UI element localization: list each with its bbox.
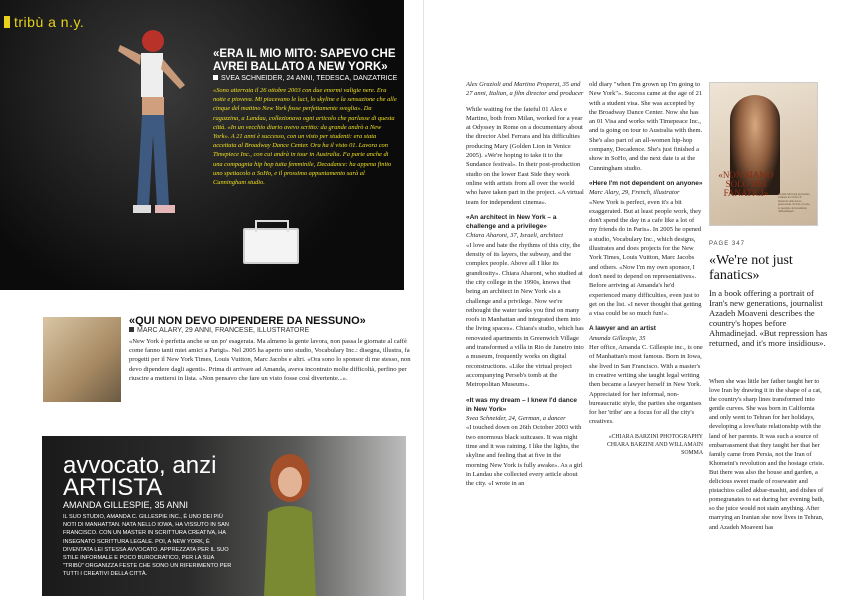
bullet-square-icon: [213, 75, 218, 80]
middle-article-title: «QUI NON DEVO DIPENDERE DA NESSUNO»: [129, 315, 366, 327]
right-article-body: When she was little her father taught her to love Iran by drawing it in the shape of a cat, the country's sharp lines transformed into gentle curves. She was born in California and only went to Tehran for her holidays, developing a love/hate relationship with the land of her parents. It was such a source of embarrassment that they taught her that her family came from Persia, not the Iran of Khomeini's revolution and the hostage crisis. But there was also the house and garden, a delicious sweet made of rosewater and pistachios called akbar-mashti, and dishes of pomegranates to eat during her evening bath, so the juice would not stain anything. After marrying an Iranian she now lives in Tehran, and Azadeh Moaveni has: [709, 378, 825, 531]
middle-byline-text: MARC ALARY, 29 ANNI, FRANCESE, ILLUSTRATORE: [137, 327, 310, 334]
col2-heading: «Here I'm not dependent on anyone»: [589, 179, 703, 187]
tag-square-icon: [4, 16, 10, 28]
col2-block: old diary "when I'm grown up I'm going to New York"». Success came at the age of 21 with a student visa. She was accepted by the Broadway Dance Center. Now she has an 01 Visa and works with Timepeace Inc., and is going on tour to Australia with them. She's also part of an all-women hip-hop company, Decadence. She's just finished a show in SoHo, and the next date is at the Cunningham studio.: [589, 81, 703, 172]
top-article-body: «Sono atterrata il 26 ottobre 2003 con due enormi valigie nere. Era notte e pioveva. Mi piacevano le luci, lo skyline e la sensazione che alle cinque del mattino New York fosse perfettamente sveglia». Da ragazzina, a Landau, collezionava ogni articolo che parlasse di questa città. «In un vecchio diario avevo scritto: da grande andrò a New York». A 21 anni è successo, con un visto per studenti: era stata accettata al Broadway Dance Center. Ora ha il visto 01. Lavora con Timepiece Inc., con cui andrà in tour in Australia. Fa parte anche di una compagnia hip hop tutta femminile, Decadance: ha appena finito uno spettacolo a SoHo, e il prossimo appuntamento sarà al Cunningham studio.: [213, 87, 397, 187]
top-article-byline: [213, 75, 403, 82]
left-page: [0, 0, 424, 600]
photo-credit: «CHIARA BARZINI PHOTOGRAPHY CHIARA BARZINI AND WILLAMAIN SOMMA: [606, 433, 703, 456]
page-number: PAGE 347: [709, 241, 745, 247]
col2-block: «New York is perfect, even it's a bit exaggerated. But at least people work, they don't spend the day in a cafe like a lot of my friends do in Paris». In 2005 he opened a studio, Vocabulary Inc., which designs, illustrates and does projects for the New York Times, Louis Vuitton, Marc Jacobs and others. «Now I'm my own sponsor, I don't need to depend on representatives». Before arriving at Amanda's he'd experienced many difficulties, even just to get on the list. «I never thought that getting a visa could be so much fun!».: [589, 198, 702, 318]
top-article-title: «ERA IL MIO MITO: SAPEVO CHE AVREI BALLATO A NEW YORK»: [213, 48, 396, 73]
section-tag-label: tribù a n.y.: [14, 14, 85, 30]
right-article-lead: In a book offering a portrait of Iran's new generations, journalist Azadeh Moaveni describes the country's hopes before Ahmadinejad. «But repression has returned, and it's more insidious».: [709, 288, 828, 348]
woman-figure-icon: [250, 452, 330, 596]
bottom-title-line2: ARTISTA: [63, 474, 163, 501]
bottom-title-line1: avvocato, anzi: [63, 452, 217, 479]
dancer-figure-icon: [115, 25, 195, 230]
col1-block: «I love and hate the rhythms of this city, the density of its layers, the subway, and the complex people. Above all I like its grandiosity». Chiara Aharoni, who studied at the city college in the 1990s, knows that being an architect in New York «is a challenge and a privilege. Now we're rethought the water tanks you find on many roofs in Manhattan and integrated them into the living spaces». Chiara's studio, which has renovated apartments in Greenwich Village and transformed a villa in Rio de Janeiro into a museum, frequently works on digital reconstructions. «Like the virtual project accompanying Perseb's tomb at the Metropolitan Museum».: [466, 241, 584, 389]
col1-block: While waiting for the fateful 01 Alex e Martino, both from Milan, worked for a year at Odyssey in Rome on a documentary about the director Abel Ferrara and his difficulties producing Mary (Golden Lion in Venice 2005). «We're hoping to take it to the Sundance festival». In their post-production studio on the lower East Side they work online with artists from all over the world who have taken part in the project. «A virtual team for independent cinema».: [466, 105, 584, 206]
col1-block: Alex Grazioli and Martino Properzi, 35 and 27 anni, Italian, a film director and producer: [466, 81, 584, 98]
middle-article-body: «New York è perfetta anche se un po' esagerata. Ma almeno la gente lavora, non passa le giornate al caffè come fanno tanti miei amici a Parigi». Nel 2005 ha aperto uno studio, Vocabulary Inc.: disegna, illustra, fa progetti per il New York Times, Louis Vuitton, Marc Jacobs e altri. «Ora sono lo sponsor di me stesso, non devo dipendere dagli agenti». Prima di arrivare ad Amanda, aveva incontrato molte difficoltà, perfino per riuscire a mettersi in lista. «Non pensavo che fare un visto fosse così divertente...».: [129, 338, 411, 382]
col1-byline: Svea Schneider, 24, German, a dancer: [466, 415, 566, 423]
right-column-1: [466, 80, 584, 494]
middle-article-byline: [129, 327, 309, 334]
col1-byline: Chiara Aharoni, 37, Israeli, architect: [466, 232, 564, 240]
bullet-square-icon: [129, 327, 134, 332]
col1-block: «I touched down on 26th October 2003 with two enormous black suitcases. It was night time and it was raining. I like the lights, the skyline and feeling that at five in the morning New York is fully awake». As a girl in Landau she collected every article about the city. «I wrote in an: [466, 424, 583, 488]
col2-heading: A lawyer and an artist: [589, 325, 656, 333]
right-article-title: «We're not just fanatics»: [709, 253, 793, 283]
col2-byline: Amanda Gillespie, 35: [589, 334, 646, 342]
dancer-photo: [0, 0, 404, 290]
col2-block: Her office, Amanda C. Gillespie inc., is one of Manhattan's most famous. Born in Iowa, she lived in San Francisco. With a master's in creative writing she taught legal writing then became a lawyer herself in New York. Appreciated for her informal, non-bureaucratic style, the parties she organises for her 'tribe' are a focus for all the city's creatives.: [589, 344, 703, 426]
section-tag: [4, 14, 84, 30]
bottom-article-title: [63, 452, 217, 501]
magazine-cover-text: «NON SIAMO SOLO DEI FANATICI»: [718, 170, 774, 198]
boombox-icon: [243, 228, 299, 264]
col1-heading: «An architect in New York – a challenge and a privilege»: [466, 213, 557, 231]
top-byline-text: SVEA SCHNEIDER, 24 ANNI, TEDESCA, DANZATRICE: [221, 75, 398, 82]
right-column-2: [589, 80, 703, 457]
col1-heading: «It was my dream – I knew I'd dance in New York»: [466, 396, 578, 413]
bottom-article-body: IL SUO STUDIO, AMANDA C. GILLESPIE INC., È UNO DEI PIÙ NOTI DI MANHATTAN. NATA NELLO IOWA, HA VISSUTO IN SAN FRANCISCO. CON UN MASTER IN SCRITTURA CREATIVA, HA INSEGNATO SCRITTURA LEGALE. POI, A NEW YORK, È DIVENTATA LEI STESSA AVVOCATO. APPREZZATA PER IL SUO STILE INFORMALE E POCO BUROCRATICO, PER LA SUA "TRIBÙ" ORGANIZZA FESTE CHE SONO UN RIFERIMENTO PER TUTTI I CREATIVI DELLA CITTÀ.: [63, 514, 232, 578]
bottom-article-byline: AMANDA GILLESPIE, 35 ANNI: [63, 500, 189, 510]
magazine-thumbnail: [709, 82, 818, 226]
col2-byline: Marc Alary, 29, French, illustrator: [589, 189, 680, 197]
illustrator-photo: [43, 317, 121, 402]
magazine-side-text: Azadeh Moaveni giornalista iraniana ha il libro di memorie sulle nuove generazioni. In Iran, ricorda, le speranze del presidente Ahmadinejad...: [778, 193, 810, 214]
